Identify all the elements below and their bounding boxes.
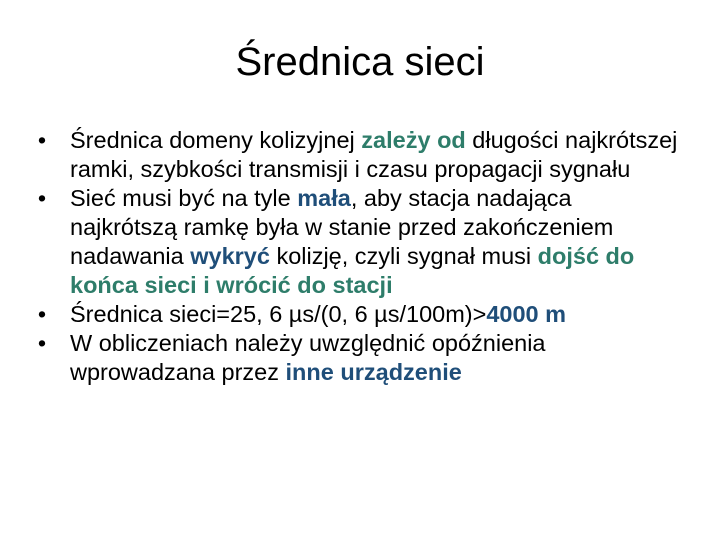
- bullet-item: [32, 126, 682, 184]
- highlighted-text: wykryć: [190, 243, 270, 269]
- highlighted-text: dojść do końca sieci i wrócić do stacji: [70, 243, 635, 298]
- bullet-text: Sieć musi być na tyle: [70, 185, 298, 211]
- slide-title: Średnica sieci: [235, 40, 485, 84]
- highlighted-text: 4000 m: [486, 301, 567, 327]
- highlighted-text: zależy od: [361, 127, 466, 153]
- bullet-item: [32, 329, 682, 387]
- highlighted-text: inne urządzenie: [285, 359, 462, 385]
- bullet-dot-icon: •: [37, 301, 47, 327]
- bullet-text: Średnica sieci=25, 6 µs/(0, 6 µs/100m)>: [70, 301, 487, 327]
- bullet-dot-icon: •: [37, 185, 47, 211]
- bullet-dot-icon: •: [37, 127, 47, 153]
- bullet-item: [32, 300, 682, 329]
- bullet-dot-icon: •: [37, 330, 47, 356]
- bullet-text: , aby stacja nadająca najkrótszą ramkę była w stanie przed zakończeniem nadawania: [70, 185, 614, 269]
- bullet-text: długości najkrótszej ramki, szybkości transmisji i czasu propagacji sygnału: [70, 127, 678, 182]
- bullet-text: kolizję, czyli sygnał musi: [269, 243, 538, 269]
- bullet-list: [32, 126, 682, 387]
- highlighted-text: mała: [297, 185, 351, 211]
- bullet-item: [32, 184, 682, 300]
- bullet-text: Średnica domeny kolizyjnej: [70, 127, 362, 153]
- bullet-text: W obliczeniach należy uwzględnić opóźnienia wprowadzana przez: [70, 330, 546, 385]
